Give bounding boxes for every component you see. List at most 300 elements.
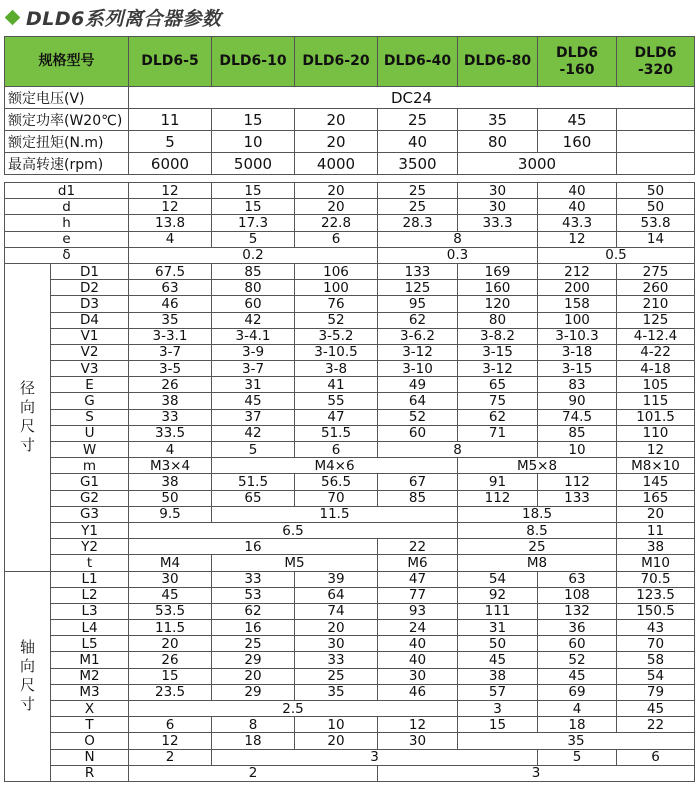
dim-value: 4-22 <box>617 344 695 360</box>
spec-row <box>5 87 695 109</box>
dim-value: M5 <box>212 555 378 571</box>
dim-value: 53.8 <box>617 215 695 231</box>
spec-value: 15 <box>212 109 295 131</box>
dim-value: 33.3 <box>458 215 538 231</box>
dim-value: 36 <box>538 620 617 636</box>
dim-value: 14 <box>617 231 695 247</box>
header-row <box>5 37 695 87</box>
dim-value: 212 <box>538 263 617 279</box>
dim-value: 3-18 <box>538 344 617 360</box>
dim-value: 60 <box>212 296 295 312</box>
dim-label: D1 <box>51 263 129 279</box>
dim-label: G <box>51 393 129 409</box>
dim-value: 25 <box>378 199 458 215</box>
dim-row <box>5 344 695 360</box>
dim-value: 30 <box>458 199 538 215</box>
spec-label: 最高转速(rpm) <box>5 153 129 175</box>
dim-value: 85 <box>538 425 617 441</box>
dim-value: 160 <box>458 280 538 296</box>
dim-row <box>5 328 695 344</box>
spec-value: 35 <box>458 109 538 131</box>
dim-label: Y1 <box>51 522 129 538</box>
dim-value: 133 <box>378 263 458 279</box>
spec-value: 25 <box>378 109 458 131</box>
dim-value: 3-15 <box>458 344 538 360</box>
dim-value: 50 <box>458 636 538 652</box>
dim-value: 275 <box>617 263 695 279</box>
dim-value: 29 <box>212 652 295 668</box>
dim-value: 145 <box>617 474 695 490</box>
dim-value: 40 <box>378 652 458 668</box>
dim-value: 100 <box>295 280 378 296</box>
dim-value: 63 <box>129 280 212 296</box>
dim-value: 108 <box>538 587 617 603</box>
dim-value: 4 <box>538 701 617 717</box>
dim-value: 5 <box>212 442 295 458</box>
header-cell-1: DLD6-5 <box>129 37 212 87</box>
dim-value: 62 <box>458 409 538 425</box>
dim-value: 3-7 <box>212 361 295 377</box>
dim-label: S <box>51 409 129 425</box>
dim-value: 80 <box>458 312 538 328</box>
dim-label: D2 <box>51 280 129 296</box>
dim-row <box>5 733 695 749</box>
dim-value: 23.5 <box>129 684 212 700</box>
dim-value: 95 <box>378 296 458 312</box>
dim-label: L3 <box>51 603 129 619</box>
diamond-icon <box>5 9 21 25</box>
spec-value: 3000 <box>458 153 617 175</box>
dim-value: 158 <box>538 296 617 312</box>
dim-value: 120 <box>458 296 538 312</box>
dim-row <box>5 668 695 684</box>
dim-value: 49 <box>378 377 458 393</box>
dim-value: 12 <box>538 231 617 247</box>
dim-value: 5 <box>212 231 295 247</box>
dim-value: 69 <box>538 684 617 700</box>
dim-row <box>5 717 695 733</box>
dim-value: 3-5 <box>129 361 212 377</box>
dim-value: 16 <box>212 620 295 636</box>
dim-label: m <box>51 458 129 474</box>
dim-value: 2 <box>129 765 378 781</box>
spec-row <box>5 109 695 131</box>
dim-row <box>5 522 695 538</box>
dim-row <box>5 296 695 312</box>
dim-value: 53.5 <box>129 603 212 619</box>
dim-value: 51.5 <box>295 425 378 441</box>
dim-label: N <box>51 749 129 765</box>
dim-value: 83 <box>538 377 617 393</box>
spec-value: DC24 <box>129 87 695 109</box>
dim-value: 3-3.1 <box>129 328 212 344</box>
dim-value: 18 <box>212 733 295 749</box>
spec-value: 5000 <box>212 153 295 175</box>
dim-value: 4-12.4 <box>617 328 695 344</box>
dim-row <box>5 247 695 263</box>
dim-value: 11.5 <box>212 506 458 522</box>
dim-label: G3 <box>51 506 129 522</box>
dim-row <box>5 425 695 441</box>
dim-value: 33 <box>295 652 378 668</box>
dim-value: 6 <box>295 231 378 247</box>
dim-value: 6 <box>295 442 378 458</box>
dim-value: 65 <box>212 490 295 506</box>
dim-label: G1 <box>51 474 129 490</box>
dim-value: M4×6 <box>212 458 458 474</box>
dim-label: M2 <box>51 668 129 684</box>
dim-value: 46 <box>129 296 212 312</box>
spec-value <box>617 109 695 131</box>
dim-value: 53 <box>212 587 295 603</box>
header-cell-3: DLD6-20 <box>295 37 378 87</box>
dim-value: 8.5 <box>458 522 617 538</box>
spec-value: 40 <box>378 131 458 153</box>
dim-value: 90 <box>538 393 617 409</box>
dim-value: 13.8 <box>129 215 212 231</box>
dim-value: 29 <box>212 684 295 700</box>
dim-row <box>5 684 695 700</box>
dim-value: 3 <box>378 765 695 781</box>
header-cell-4: DLD6-40 <box>378 37 458 87</box>
dim-value: 15 <box>212 199 295 215</box>
dim-value: 115 <box>617 393 695 409</box>
dim-label: T <box>51 717 129 733</box>
dim-value: 8 <box>378 442 538 458</box>
dim-label: D3 <box>51 296 129 312</box>
dim-label: δ <box>5 247 129 263</box>
dim-value: 30 <box>378 733 458 749</box>
dim-value: 58 <box>617 652 695 668</box>
dim-value: 30 <box>295 636 378 652</box>
dim-row <box>5 458 695 474</box>
dim-value: 150.5 <box>617 603 695 619</box>
header-cell-model: 规格型号 <box>5 37 129 87</box>
dim-value: 42 <box>212 312 295 328</box>
dim-row <box>5 442 695 458</box>
dim-value: 111 <box>458 603 538 619</box>
dim-value: M5×8 <box>458 458 617 474</box>
dim-value: 132 <box>538 603 617 619</box>
dim-value: 5 <box>538 749 617 765</box>
dim-row <box>5 393 695 409</box>
dim-row <box>5 490 695 506</box>
dim-value: 125 <box>378 280 458 296</box>
dim-value: 24 <box>378 620 458 636</box>
dim-value: 10 <box>295 717 378 733</box>
dim-value: M3×4 <box>129 458 212 474</box>
dim-value: M4 <box>129 555 212 571</box>
dim-value: 3-12 <box>378 344 458 360</box>
dim-value: 123.5 <box>617 587 695 603</box>
dim-row <box>5 474 695 490</box>
dim-value: 93 <box>378 603 458 619</box>
dim-value: 4-18 <box>617 361 695 377</box>
dim-value: 92 <box>458 587 538 603</box>
dim-value: 110 <box>617 425 695 441</box>
dim-row <box>5 539 695 555</box>
dim-value: 38 <box>458 668 538 684</box>
dim-value: 3-15 <box>538 361 617 377</box>
dim-row <box>5 215 695 231</box>
dim-value: 30 <box>129 571 212 587</box>
dim-value: 26 <box>129 377 212 393</box>
dim-value: 16 <box>129 539 378 555</box>
dim-value: 18 <box>538 717 617 733</box>
dim-value: 56.5 <box>295 474 378 490</box>
dim-value: 3-6.2 <box>378 328 458 344</box>
spec-value: 4000 <box>295 153 378 175</box>
header-cell-5: DLD6-80 <box>458 37 538 87</box>
dim-value: 112 <box>538 474 617 490</box>
dim-label: U <box>51 425 129 441</box>
dim-value: 38 <box>617 539 695 555</box>
dim-value: 85 <box>212 263 295 279</box>
dim-value: 43 <box>617 620 695 636</box>
dim-value: 47 <box>295 409 378 425</box>
dim-value: 6 <box>617 749 695 765</box>
dim-row <box>5 183 695 199</box>
dim-value: 60 <box>378 425 458 441</box>
dim-value: 260 <box>617 280 695 296</box>
dim-label: d1 <box>5 183 129 199</box>
dim-value: 210 <box>617 296 695 312</box>
dim-row <box>5 312 695 328</box>
dim-label: E <box>51 377 129 393</box>
dim-value: 10 <box>538 442 617 458</box>
dim-value: 30 <box>458 183 538 199</box>
dim-value: 39 <box>295 571 378 587</box>
dim-label: V3 <box>51 361 129 377</box>
dim-value: 12 <box>378 717 458 733</box>
dim-value: 3-4.1 <box>212 328 295 344</box>
dim-label: G2 <box>51 490 129 506</box>
dim-value: M10 <box>617 555 695 571</box>
dim-value: 6 <box>129 717 212 733</box>
dim-value: 12 <box>129 733 212 749</box>
spec-value: 3500 <box>378 153 458 175</box>
dim-row <box>5 263 695 279</box>
dim-value: 45 <box>212 393 295 409</box>
dim-row <box>5 652 695 668</box>
dim-value: 3-12 <box>458 361 538 377</box>
dim-value: 75 <box>458 393 538 409</box>
spec-row <box>5 131 695 153</box>
dim-value: 74 <box>295 603 378 619</box>
dim-value: 42 <box>212 425 295 441</box>
dim-value: 20 <box>295 199 378 215</box>
dim-row <box>5 506 695 522</box>
dim-value: 20 <box>295 620 378 636</box>
dim-value: 65 <box>458 377 538 393</box>
dim-value: 45 <box>538 668 617 684</box>
dim-value: 20 <box>295 733 378 749</box>
spec-label: 额定功率(W20℃) <box>5 109 129 131</box>
dim-value: 41 <box>295 377 378 393</box>
dim-value: 35 <box>295 684 378 700</box>
dim-value: 2 <box>129 749 212 765</box>
dim-value: 0.5 <box>538 247 695 263</box>
dim-value: 85 <box>378 490 458 506</box>
dim-value: 17.3 <box>212 215 295 231</box>
dim-value: 40 <box>538 199 617 215</box>
dim-value: 20 <box>129 636 212 652</box>
dim-value: 15 <box>212 183 295 199</box>
dim-value: 12 <box>129 199 212 215</box>
dim-value: 37 <box>212 409 295 425</box>
title-text: DLD6系列离合器参数 <box>26 7 222 30</box>
dim-row <box>5 636 695 652</box>
dim-value: 3-10.5 <box>295 344 378 360</box>
dim-value: 12 <box>617 442 695 458</box>
dim-value: 63 <box>538 571 617 587</box>
dim-value: 4 <box>129 442 212 458</box>
spec-value: 80 <box>458 131 538 153</box>
dim-value: 70 <box>617 636 695 652</box>
dim-value: 35 <box>129 312 212 328</box>
dim-value: 62 <box>212 603 295 619</box>
dim-label: L4 <box>51 620 129 636</box>
dim-value: 52 <box>378 409 458 425</box>
dim-value: 3-8 <box>295 361 378 377</box>
dim-value: 15 <box>129 668 212 684</box>
dim-value: 52 <box>295 312 378 328</box>
dim-value: 38 <box>129 393 212 409</box>
dim-value: 22 <box>617 717 695 733</box>
dim-label: O <box>51 733 129 749</box>
spec-value <box>617 131 695 153</box>
dim-value: 105 <box>617 377 695 393</box>
dim-label: D4 <box>51 312 129 328</box>
dim-value: 40 <box>378 636 458 652</box>
dim-value: 54 <box>458 571 538 587</box>
dim-value: 3-8.2 <box>458 328 538 344</box>
dim-value: 60 <box>538 636 617 652</box>
dim-value: 51.5 <box>212 474 295 490</box>
dim-value: 40 <box>538 183 617 199</box>
section-label-radial: 径 向 尺 寸 <box>5 263 51 571</box>
spec-value: 10 <box>212 131 295 153</box>
dim-value: 28.3 <box>378 215 458 231</box>
dim-value: 20 <box>295 183 378 199</box>
dim-value: 77 <box>378 587 458 603</box>
spec-value: 20 <box>295 131 378 153</box>
dim-value: 169 <box>458 263 538 279</box>
dim-label: M1 <box>51 652 129 668</box>
dim-value: 31 <box>458 620 538 636</box>
dim-value: 38 <box>129 474 212 490</box>
dim-value: 46 <box>378 684 458 700</box>
dim-value: 100 <box>538 312 617 328</box>
dimension-table <box>4 182 695 782</box>
dim-value: 8 <box>378 231 538 247</box>
dim-value: 45 <box>458 652 538 668</box>
dim-value: 0.2 <box>129 247 378 263</box>
section-label-axial: 轴 向 尺 寸 <box>5 571 51 781</box>
dim-value: 50 <box>617 183 695 199</box>
dim-value: 25 <box>212 636 295 652</box>
header-cell-7: DLD6 -320 <box>617 37 695 87</box>
dim-row <box>5 603 695 619</box>
dim-value: 22.8 <box>295 215 378 231</box>
dim-value: 3-10 <box>378 361 458 377</box>
dim-value: 133 <box>538 490 617 506</box>
dim-label: V1 <box>51 328 129 344</box>
dim-value: 18.5 <box>458 506 617 522</box>
dim-value: 50 <box>617 199 695 215</box>
dim-value: 31 <box>212 377 295 393</box>
dim-value: 200 <box>538 280 617 296</box>
page-title <box>4 2 221 32</box>
dim-value: 33 <box>129 409 212 425</box>
dim-value: 54 <box>617 668 695 684</box>
dim-value: 25 <box>295 668 378 684</box>
header-cell-2: DLD6-10 <box>212 37 295 87</box>
dim-value: 8 <box>212 717 295 733</box>
dim-value: 91 <box>458 474 538 490</box>
dim-value: 2.5 <box>129 701 458 717</box>
dim-label: t <box>51 555 129 571</box>
dim-value: 3-10.3 <box>538 328 617 344</box>
dim-value: M8×10 <box>617 458 695 474</box>
dim-value: 165 <box>617 490 695 506</box>
dim-value: 64 <box>295 587 378 603</box>
dim-row <box>5 571 695 587</box>
header-cell-6: DLD6 -160 <box>538 37 617 87</box>
dim-value: 62 <box>378 312 458 328</box>
dim-value: 20 <box>212 668 295 684</box>
dim-value: 0.3 <box>378 247 538 263</box>
dim-value: 15 <box>458 717 538 733</box>
dim-value: 33 <box>212 571 295 587</box>
dim-value: 25 <box>378 183 458 199</box>
dim-label: R <box>51 765 129 781</box>
dim-value: 3-7 <box>129 344 212 360</box>
dim-value: 30 <box>378 668 458 684</box>
dim-value: 3 <box>212 749 538 765</box>
dim-value: 67 <box>378 474 458 490</box>
dim-value: 106 <box>295 263 378 279</box>
spec-value: 6000 <box>129 153 212 175</box>
spec-label: 额定扭矩(N.m) <box>5 131 129 153</box>
spec-value: 20 <box>295 109 378 131</box>
spec-label: 额定电压(V) <box>5 87 129 109</box>
dim-label: d <box>5 199 129 215</box>
dim-value: 47 <box>378 571 458 587</box>
dim-value: 3-5.2 <box>295 328 378 344</box>
dim-value: 76 <box>295 296 378 312</box>
dim-value: 70.5 <box>617 571 695 587</box>
dim-value: 74.5 <box>538 409 617 425</box>
spec-value: 5 <box>129 131 212 153</box>
dim-value: 67.5 <box>129 263 212 279</box>
dim-value: 35 <box>458 733 695 749</box>
dim-value: 4 <box>129 231 212 247</box>
dim-value: 80 <box>212 280 295 296</box>
dim-label: X <box>51 701 129 717</box>
dim-value: 70 <box>295 490 378 506</box>
dim-label: L1 <box>51 571 129 587</box>
spec-row <box>5 153 695 175</box>
dim-value: 57 <box>458 684 538 700</box>
dim-label: L2 <box>51 587 129 603</box>
dim-label: M3 <box>51 684 129 700</box>
dim-row <box>5 377 695 393</box>
dim-value: 45 <box>129 587 212 603</box>
dim-value: 3 <box>458 701 538 717</box>
dim-row <box>5 409 695 425</box>
spec-value <box>617 153 695 175</box>
